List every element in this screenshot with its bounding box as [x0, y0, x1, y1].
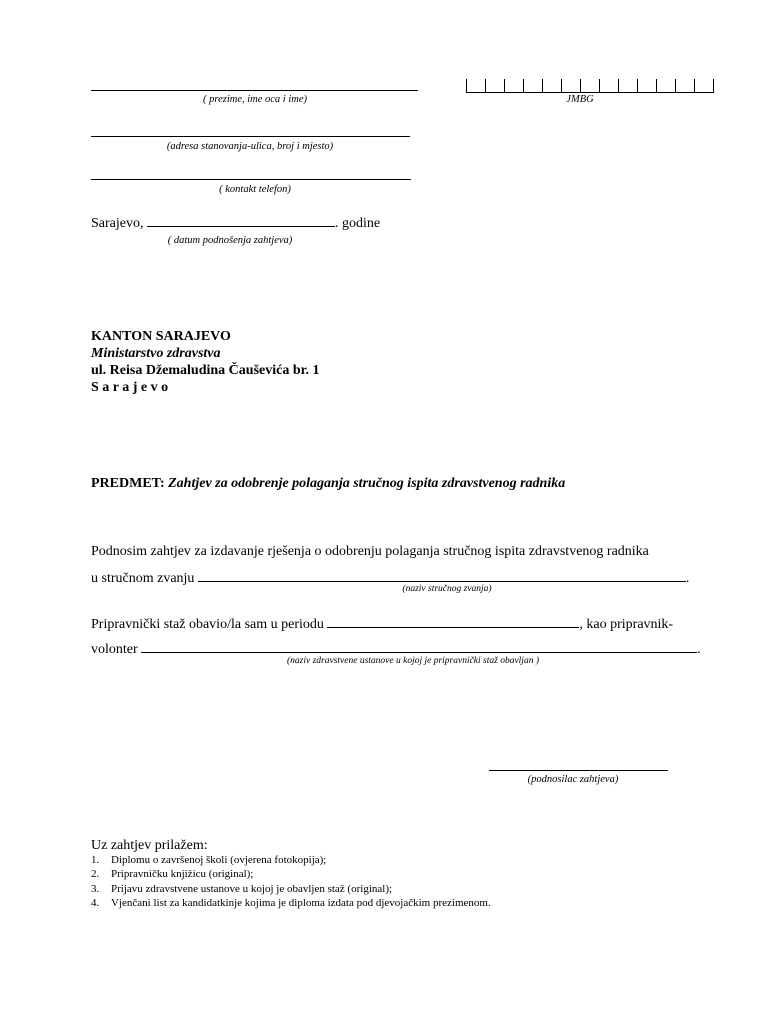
jmbg-caption: JMBG [566, 94, 594, 105]
body-p2-line1 [91, 615, 673, 633]
date-caption: ( datum podnošenja zahtjeva) [167, 235, 293, 246]
attachment-item [91, 882, 491, 896]
institution-caption: (naziv zdravstvene ustanove u kojoj je pripravnički staž obavljan ) [287, 656, 539, 666]
date-suffix: . godine [334, 216, 381, 231]
attachments-title: Uz zahtjev prilažem: [91, 838, 208, 853]
attachment-item [91, 896, 491, 910]
item-number: 1. [91, 854, 100, 866]
item-number: 3. [91, 882, 100, 895]
recipient-canton: KANTON SARAJEVO [91, 329, 231, 344]
body-p1-line2 [91, 569, 689, 587]
signature-caption: (podnosilac zahtjeva) [527, 774, 619, 785]
address-caption: (adresa stanovanja-ulica, broj i mjesto) [166, 141, 334, 152]
address-field-line[interactable] [91, 136, 410, 137]
internship-suffix: , kao pripravnik- [579, 617, 674, 632]
institution-field[interactable] [141, 640, 697, 653]
subject-text: Zahtjev za odobrenje polaganja stručnog ispita zdravstvenog radnika [164, 476, 566, 491]
body-p1-line1: Podnosim zahtjev za izdavanje rješenja o odobrenju polaganja stručnog ispita zdravstvenog radnika [91, 544, 649, 559]
name-field-line[interactable] [91, 90, 418, 91]
name-caption: ( prezime, ime oca i ime) [203, 94, 307, 105]
attachment-item [91, 867, 491, 881]
recipient-ministry: Ministarstvo zdravstva [91, 346, 221, 361]
profession-label: u stručnom zvanju [91, 571, 198, 586]
subject-label: PREDMET: [91, 476, 165, 491]
subject [91, 476, 565, 492]
item-text: Pripravničku knjižicu (original); [111, 868, 254, 881]
date-line [91, 214, 380, 232]
period: . [697, 642, 701, 657]
item-number: 4. [91, 896, 100, 909]
volunteer-label: volonter [91, 642, 142, 657]
profession-field[interactable] [198, 569, 686, 582]
period: . [685, 571, 690, 586]
recipient-address: ul. Reisa Džemaludina Čauševića br. 1 [91, 363, 320, 378]
item-text: Prijavu zdravstvene ustanove u kojoj je obavljen staž (original); [111, 882, 393, 895]
attachments-list [91, 853, 491, 910]
internship-label: Pripravnički staž obavio/la sam u periodu [91, 617, 328, 632]
internship-period-field[interactable] [327, 615, 579, 628]
item-number: 2. [91, 868, 100, 881]
date-field[interactable] [147, 214, 335, 227]
phone-caption: ( kontakt telefon) [219, 184, 291, 195]
profession-caption: (naziv stručnog zvanja) [402, 584, 492, 594]
jmbg-field[interactable] [466, 79, 714, 93]
phone-field-line[interactable] [91, 179, 411, 180]
recipient-city: S a r a j e v o [91, 380, 169, 395]
item-text: Diplomu o završenoj školi (ovjerena fotokopija); [111, 854, 327, 866]
signature-line[interactable] [489, 770, 668, 771]
city-label: Sarajevo, [91, 216, 144, 231]
attachment-item [91, 853, 491, 867]
item-text: Vjenčani list za kandidatkinje kojima je diploma izdata pod djevojačkim prezimenom. [111, 896, 491, 909]
